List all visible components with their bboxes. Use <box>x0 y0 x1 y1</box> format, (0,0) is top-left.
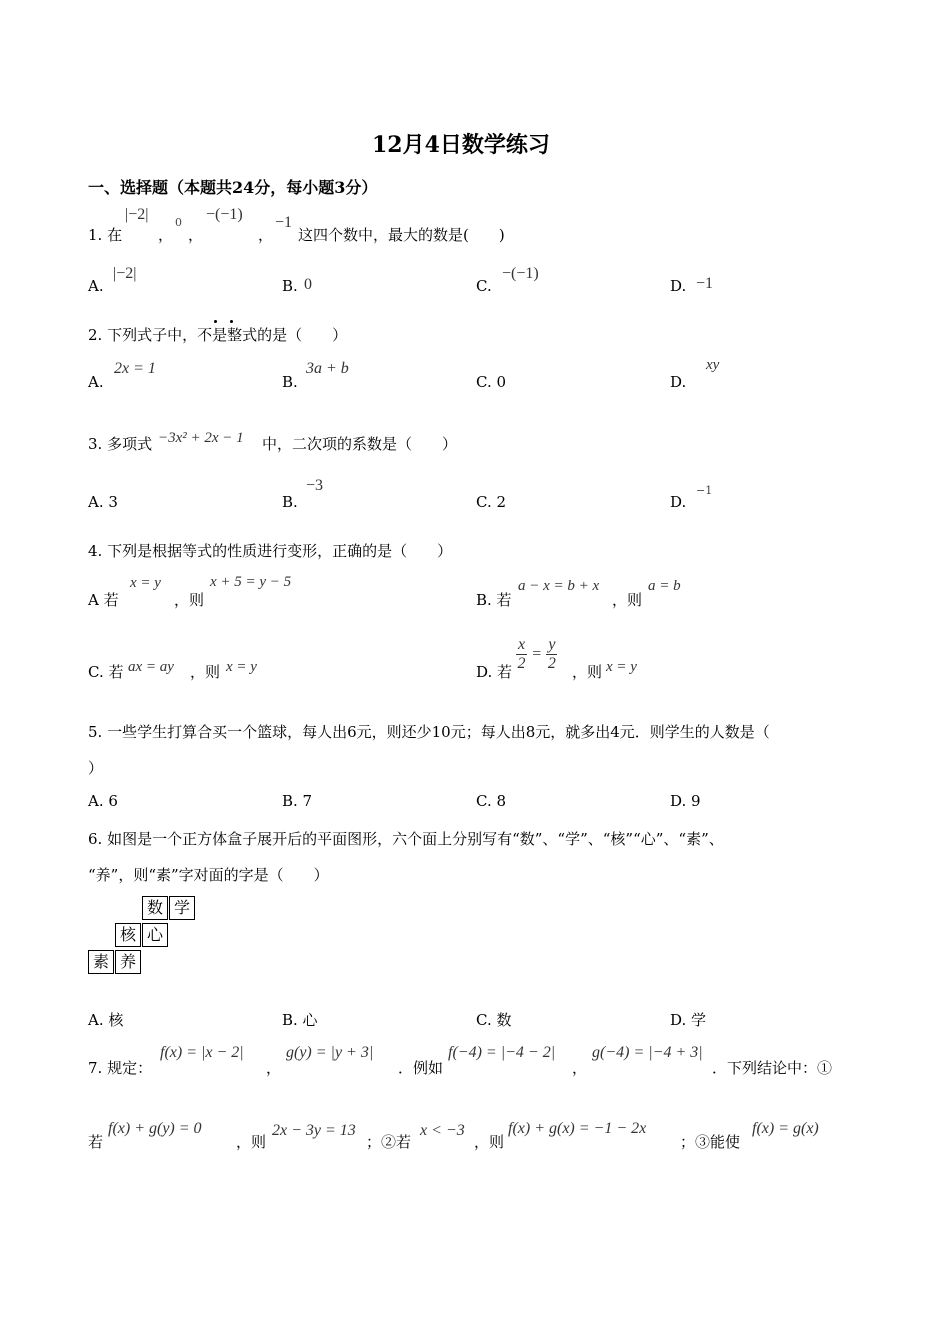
net-cell-he: 核 <box>115 923 141 947</box>
q3-option-a <box>88 493 118 511</box>
q7-post: ．下列结论中：① <box>712 1059 833 1077</box>
section-heading: 一、选择题（本题共24分，每小题3分） <box>88 178 378 197</box>
q1-sep-1: ， <box>158 226 174 244</box>
denominator: 2 <box>517 655 526 672</box>
q7-example-f: f(−4) = |−4 − 2| <box>448 1044 556 1061</box>
q1-number: 1. 在 <box>88 226 123 244</box>
q4-a-cond: x = y <box>130 575 161 591</box>
q7-l2-cond-2: x < −3 <box>420 1122 465 1139</box>
q6-stem: 6. 如图是一个正方体盒子展开后的平面图形，六个面上分别写有“数”、“学”、“核”“心”、“素”、 <box>88 830 724 848</box>
q3-option-d-label: D. <box>670 493 687 511</box>
q2-option-b-label: B. <box>282 373 298 391</box>
numerator: y <box>548 636 556 653</box>
emphasis-dot <box>214 320 217 323</box>
q1-option-c: −(−1) <box>502 265 539 282</box>
q4-a-pre: A 若 <box>88 591 119 609</box>
q4-b-mid: ，则 <box>612 591 643 609</box>
q2-option-c-value: 0 <box>496 373 507 391</box>
q4-d-mid: ，则 <box>572 663 603 681</box>
q4-c-result: x = y <box>226 659 257 675</box>
q2-option-b: 3a + b <box>306 360 349 377</box>
q1-expr-1: |−2| <box>125 206 149 223</box>
q5-option-d: D. 9 <box>670 792 701 810</box>
net-cell-shu: 数 <box>142 896 168 920</box>
net-cell-xue: 学 <box>169 896 195 920</box>
page-title: 12月4日数学练习 <box>372 132 550 158</box>
q7-l2-mid: ，则 <box>236 1133 267 1151</box>
q7-l2-cond-1: f(x) + g(y) = 0 <box>108 1120 202 1137</box>
q3-post: 中，二次项的系数是（ ） <box>262 435 458 453</box>
q6-stem-cont: “养”，则“素”字对面的字是（ ） <box>88 866 329 884</box>
q7-l2-cond-3: f(x) = g(x) <box>752 1120 819 1137</box>
net-cell-su: 素 <box>88 950 114 974</box>
q1-sep-3: ， <box>258 226 274 244</box>
q3-pre: 3. 多项式 <box>88 435 153 453</box>
q1-option-b-label: B. <box>282 277 298 295</box>
q1-option-c-label: C. <box>476 277 492 295</box>
q5-stem: 5. 一些学生打算合买一个篮球，每人出6元，则还少10元；每人出8元，就多出4元．则学生的人数是（ <box>88 723 770 741</box>
q3-expr: −3x² + 2x − 1 <box>158 430 244 446</box>
q4-stem: 4. 下列是根据等式的性质进行变形，正确的是（ ） <box>88 542 453 560</box>
q2-option-a: 2x = 1 <box>114 360 156 377</box>
q4-b-cond: a − x = b + x <box>518 578 600 594</box>
numerator: x <box>518 636 526 653</box>
equals-sign: = <box>532 645 542 663</box>
q4-c-pre: C. 若 <box>88 663 124 681</box>
q1-expr-3: −(−1) <box>206 206 243 223</box>
q1-option-a-label: A. <box>88 277 104 295</box>
net-cell-yang: 养 <box>115 950 141 974</box>
q7-pre: 7. 规定： <box>88 1059 153 1077</box>
q2-option-c <box>476 373 506 391</box>
q3-option-a-value: 3 <box>108 493 118 511</box>
q3-option-c-label: C. <box>476 493 492 511</box>
q5-option-b: B. 7 <box>282 792 313 810</box>
q7-sep-2: ， <box>572 1059 588 1077</box>
q1-option-d-label: D. <box>670 277 687 295</box>
q3-option-d: −1 <box>696 484 713 497</box>
q4-a-mid: ，则 <box>174 591 205 609</box>
q4-a-result: x + 5 = y − 5 <box>210 574 292 590</box>
q2-option-a-label: A. <box>88 373 104 391</box>
q7-example-g: g(−4) = |−4 + 3| <box>592 1044 703 1061</box>
q4-b-pre: B. 若 <box>476 591 512 609</box>
q2-option-d-label: D. <box>670 373 687 391</box>
q1-option-a: |−2| <box>113 265 137 282</box>
q7-l2-mid-3: ，则 <box>474 1133 505 1151</box>
q7-sep: ， <box>266 1059 282 1077</box>
q5-option-c: C. 8 <box>476 792 507 810</box>
q3-option-b: −3 <box>306 477 324 494</box>
q5-option-a: A. 6 <box>88 792 118 810</box>
q7-def-f: f(x) = |x − 2| <box>160 1044 244 1061</box>
q4-d-result: x = y <box>606 659 637 675</box>
q5-stem-cont: ） <box>88 759 104 777</box>
q6-option-d: D. 学 <box>670 1011 707 1029</box>
q1-expr-2: 0 <box>175 216 182 229</box>
q7-def-g: g(y) = |y + 3| <box>286 1044 374 1061</box>
q6-option-b: B. 心 <box>282 1011 318 1029</box>
q1-stem: 这四个数中，最大的数是( ) <box>298 226 505 244</box>
q2-stem: 2. 下列式子中，不是整式的是（ ） <box>88 326 348 344</box>
net-cell-xin: 心 <box>142 923 168 947</box>
q4-d-pre: D. 若 <box>476 663 513 681</box>
q3-option-a-label: A. <box>88 493 104 511</box>
q6-option-a: A. 核 <box>88 1011 124 1029</box>
q1-option-d: −1 <box>696 275 714 292</box>
q4-c-mid: ，则 <box>190 663 221 681</box>
q1-option-b: 0 <box>304 276 312 293</box>
q7-mid: ．例如 <box>398 1059 444 1077</box>
q4-d-cond <box>516 636 557 673</box>
q7-l2-mid-2: ；②若 <box>366 1133 412 1151</box>
q1-expr-4: −1 <box>275 214 293 231</box>
q4-c-cond: ax = ay <box>128 659 174 675</box>
q2-option-c-label: C. <box>476 373 492 391</box>
q7-l2-result-1: 2x − 3y = 13 <box>272 1122 356 1139</box>
q6-option-c: C. 数 <box>476 1011 512 1029</box>
q3-option-b-label: B. <box>282 493 298 511</box>
q2-option-d: xy <box>706 357 720 373</box>
denominator: 2 <box>547 655 556 672</box>
q7-l2-mid-4: ；③能使 <box>680 1133 741 1151</box>
q3-option-c <box>476 493 506 511</box>
q7-l2-result-2: f(x) + g(x) = −1 − 2x <box>508 1120 647 1137</box>
q4-b-result: a = b <box>648 578 681 594</box>
q7-l2-pre: 若 <box>88 1133 104 1151</box>
q1-sep-2: ， <box>188 226 204 244</box>
fraction-y-over-2 <box>546 636 557 673</box>
fraction-x-over-2 <box>516 636 527 673</box>
q3-option-c-value: 2 <box>496 493 507 511</box>
emphasis-dot <box>230 320 233 323</box>
